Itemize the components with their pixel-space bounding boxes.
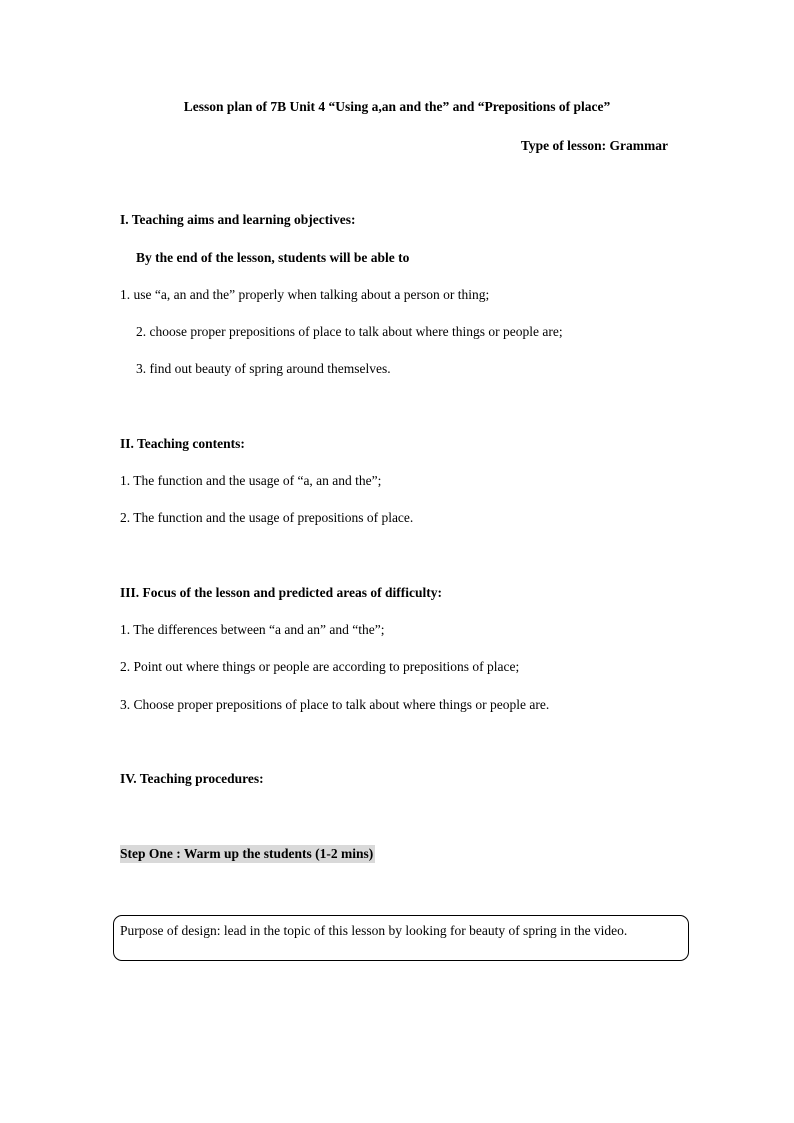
focus-item: 1. The differences between “a and an” and “the”; [120,622,385,637]
lesson-type: Type of lesson: Grammar [520,138,668,153]
focus-item: 3. Choose proper prepositions of place to talk about where things or people are. [120,697,550,712]
contents-item: 1. The function and the usage of “a, an and the”; [120,473,382,488]
contents-item: 2. The function and the usage of prepositions of place. [120,510,414,525]
section-heading-focus: III. Focus of the lesson and predicted areas of difficulty: [120,585,443,600]
section-heading-procedures: IV. Teaching procedures: [120,771,264,786]
aims-item: 3. find out beauty of spring around themselves. [136,361,391,376]
aims-intro: By the end of the lesson, students will be able to [136,250,410,265]
aims-item: 2. choose proper prepositions of place to talk about where things or people are; [136,324,563,339]
purpose-of-design-box: Purpose of design: lead in the topic of this lesson by looking for beauty of spring in the video. [113,915,689,961]
section-heading-aims: I. Teaching aims and learning objectives: [120,212,356,227]
aims-item: 1. use “a, an and the” properly when talking about a person or thing; [120,287,490,302]
focus-item: 2. Point out where things or people are according to prepositions of place; [120,659,520,674]
document-title: Lesson plan of 7B Unit 4 “Using a,an and the” and “Prepositions of place” [183,99,611,114]
step-one-heading: Step One : Warm up the students (1-2 mins) [120,846,374,861]
section-heading-contents: II. Teaching contents: [120,436,245,451]
